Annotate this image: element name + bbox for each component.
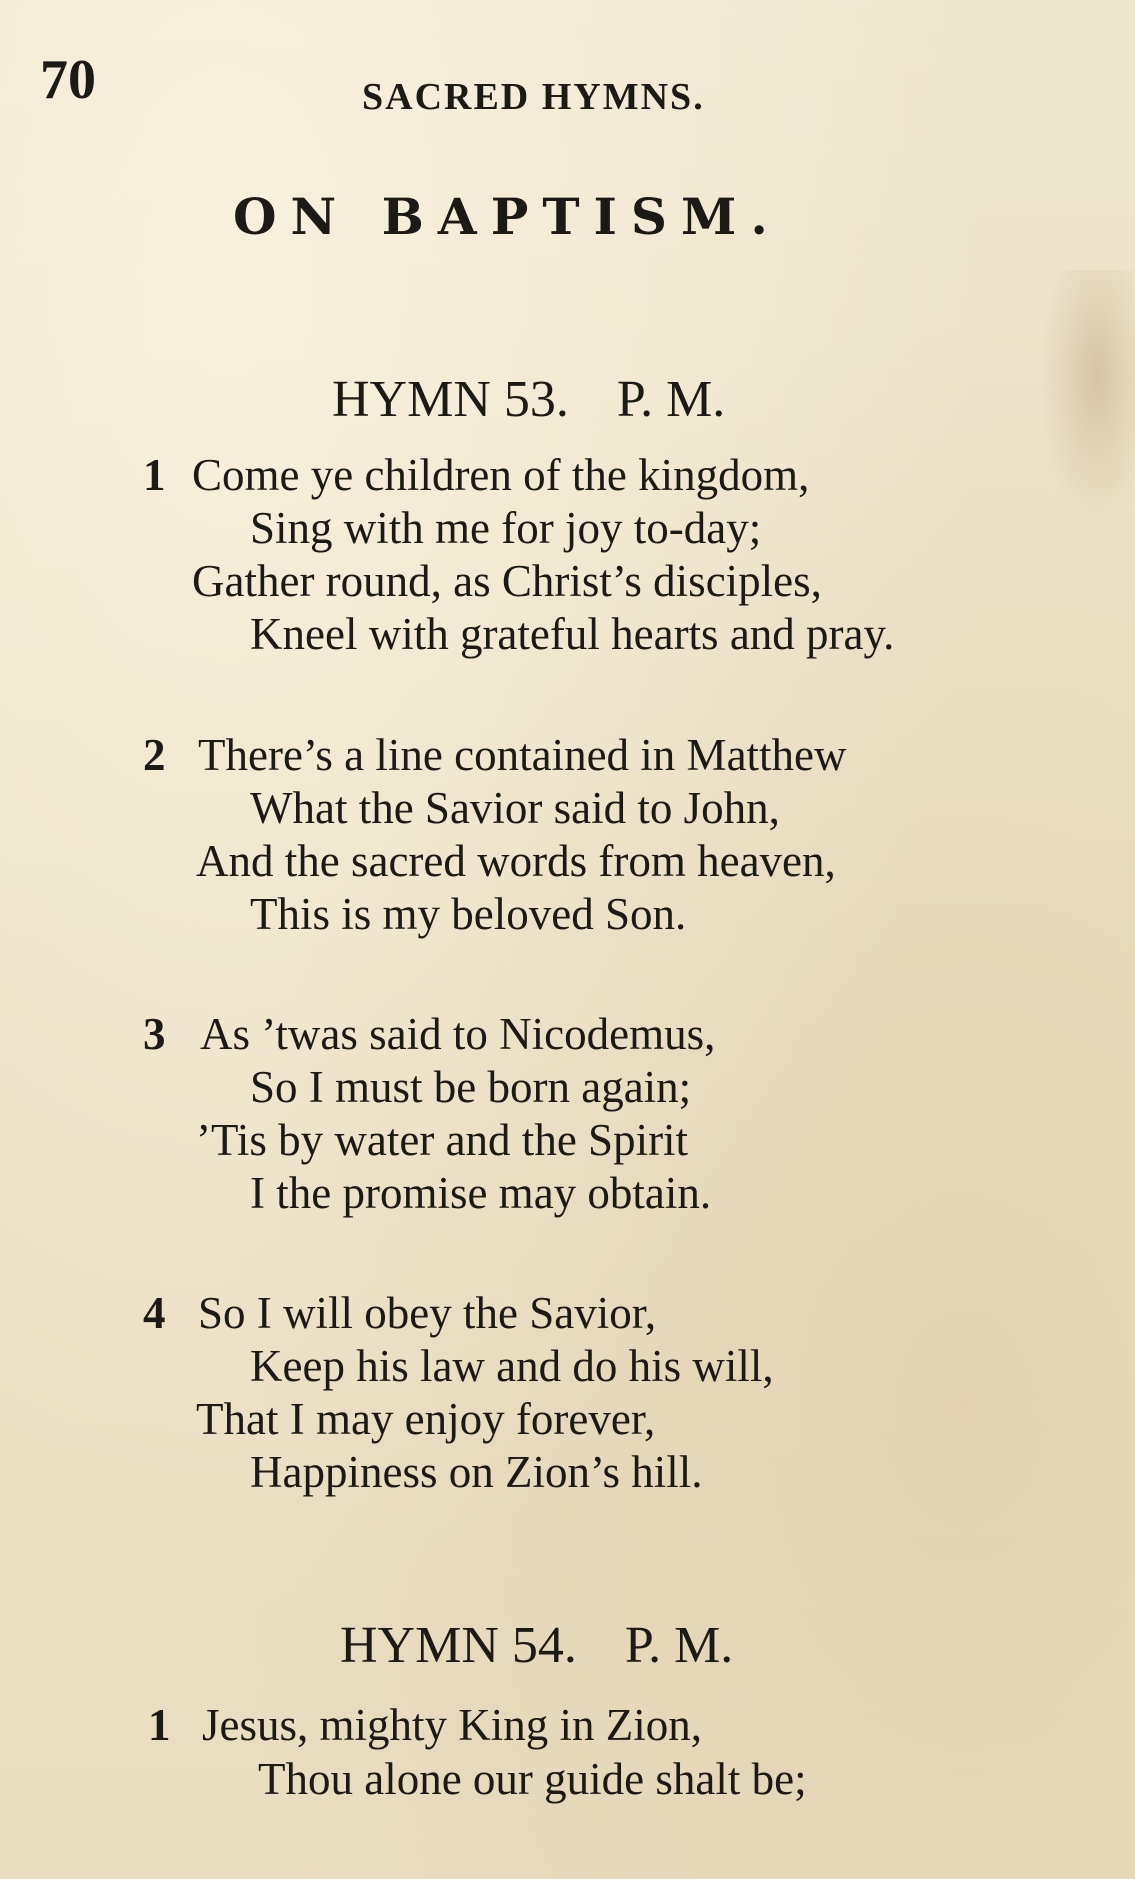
verse-line: Gather round, as Christ’s disciples,	[192, 556, 822, 606]
verse-line: I the promise may obtain.	[250, 1168, 712, 1218]
verse-line: ’Tis by water and the Spirit	[196, 1115, 689, 1165]
section-title: ON BAPTISM.	[233, 187, 782, 246]
stanza-number: 3	[143, 1009, 166, 1059]
verse-line: This is my beloved Son.	[250, 889, 687, 939]
verse-line: There’s a line contained in Matthew	[198, 730, 847, 780]
stanza-number: 1	[143, 450, 166, 500]
hymn-meter: P. M.	[616, 371, 726, 428]
verse-line: As ’twas said to Nicodemus,	[200, 1009, 716, 1059]
page-number: 70	[40, 49, 96, 111]
verse-line: Keep his law and do his will,	[250, 1341, 774, 1391]
verse-line: Come ye children of the kingdom,	[192, 450, 810, 500]
stanza-number: 4	[143, 1288, 166, 1338]
verse-line: So I must be born again;	[250, 1062, 692, 1112]
running-head: SACRED HYMNS.	[362, 76, 705, 118]
stanza-number: 2	[143, 730, 166, 780]
verse-line: And the sacred words from heaven,	[196, 836, 836, 886]
verse-line: Kneel with grateful hearts and pray.	[250, 609, 895, 659]
paper-stain	[1040, 270, 1135, 530]
verse-line: That I may enjoy forever,	[196, 1394, 656, 1444]
stanza-number: 1	[148, 1700, 171, 1750]
hymn-meter: P. M.	[624, 1617, 734, 1674]
verse-line: So I will obey the Savior,	[198, 1288, 657, 1338]
verse-line: Happiness on Zion’s hill.	[250, 1447, 703, 1497]
verse-line: Thou alone our guide shalt be;	[258, 1754, 807, 1804]
hymn-number: HYMN 53.	[332, 371, 569, 428]
hymn-number: HYMN 54.	[340, 1617, 577, 1674]
verse-line: Jesus, mighty King in Zion,	[202, 1700, 703, 1750]
verse-line: Sing with me for joy to-day;	[250, 503, 762, 553]
verse-line: What the Savior said to John,	[250, 783, 780, 833]
